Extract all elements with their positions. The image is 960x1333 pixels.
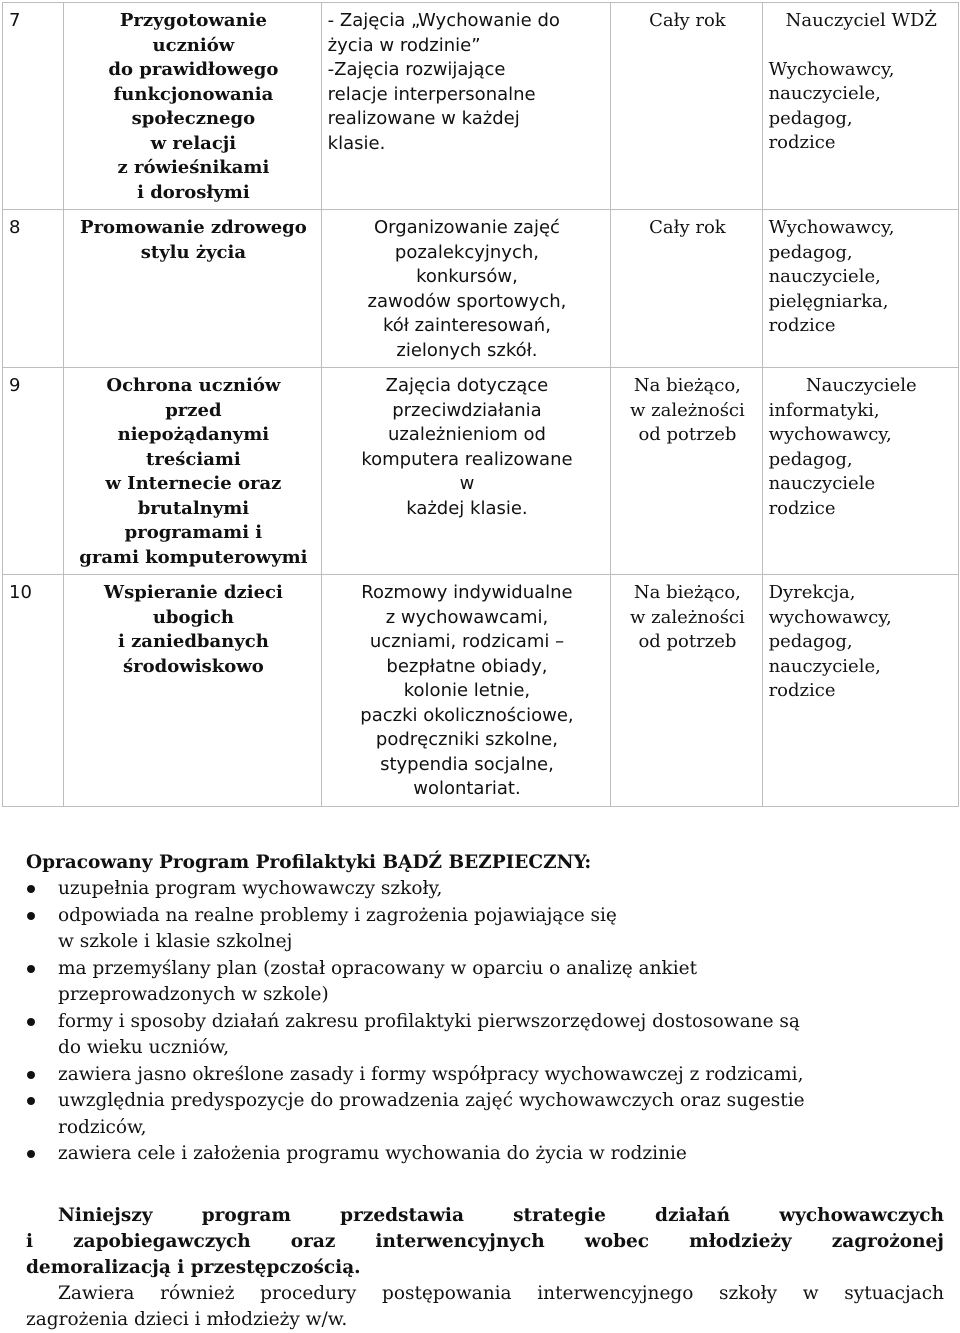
task-cell (64, 575, 322, 807)
forms-cell (321, 575, 611, 807)
responsible-line: wychowawcy, (768, 606, 892, 628)
forms-line: klasie. (327, 132, 386, 154)
responsible-line: rodzice (768, 315, 836, 336)
table-row (3, 368, 959, 575)
task-cell (64, 3, 322, 210)
bullet-line: zawiera cele i założenia programu wychowania do życia w rodzinie (58, 1143, 687, 1164)
summary-bullet (26, 1088, 944, 1141)
responsible-line: Nauczyciel WDŻ (785, 10, 937, 31)
bullet-line: uwzględnia predyspozycje do prowadzenia zajęć wychowawczych oraz sugestie (58, 1090, 805, 1111)
responsible-line: Nauczyciele (805, 375, 917, 396)
time-cell (611, 575, 762, 807)
task-line: Promowanie zdrowego (80, 217, 307, 238)
forms-line: konkursów, (416, 266, 518, 287)
time-cell (611, 368, 762, 575)
summary-bullet (26, 1141, 944, 1168)
forms-line: życia w rodzinie” (327, 34, 481, 56)
responsible-line: rodzice (768, 132, 836, 153)
forms-line: Organizowanie zajęć (373, 217, 560, 238)
responsible-line: nauczyciele, (768, 83, 881, 104)
table-row (3, 3, 959, 210)
summary-bullet (26, 1009, 944, 1062)
forms-line: zielonych szkół. (396, 339, 538, 361)
forms-line: -Zajęcia rozwijające (327, 59, 506, 80)
forms-line: stypendia socjalne, (380, 753, 554, 775)
responsible-heading (769, 9, 954, 34)
task-line: stylu życia (140, 241, 247, 263)
responsible-line: rodzice (768, 680, 836, 701)
forms-cell (321, 210, 611, 368)
summary-bullet-list (26, 876, 944, 1168)
task-line: środowiskowo (123, 655, 264, 677)
bullet-dot-icon (27, 1150, 35, 1158)
row-number: 8 (3, 210, 64, 368)
time-line: Cały rok (649, 217, 726, 238)
task-line: niepożądanymi (117, 424, 270, 445)
bullet-line: rodziców, (58, 1116, 147, 1138)
row-number: 10 (3, 575, 64, 807)
task-line: w Internecie oraz (105, 473, 282, 494)
bullet-dot-icon (27, 1097, 35, 1105)
forms-line: pozalekcyjnych, (394, 241, 539, 263)
program-conclusion (26, 1203, 944, 1333)
forms-line: uzależnieniom od (387, 424, 546, 445)
responsible-line: pedagog, (768, 448, 853, 470)
spacer (769, 34, 954, 58)
conclusion-bold-line: Niniejszy program przedstawia strategie działań wychowawczych (58, 1205, 944, 1226)
forms-line: komputera realizowane (361, 448, 573, 470)
forms-cell (321, 3, 611, 210)
bullet-dot-icon (27, 965, 35, 973)
forms-line: wolontariat. (413, 778, 521, 799)
time-line: Na bieżąco, (633, 582, 741, 603)
bullet-line: przeprowadzonych w szkole) (58, 984, 329, 1005)
forms-line: Zajęcia dotyczące (385, 375, 549, 396)
task-line: Ochrona uczniów (106, 375, 281, 396)
conclusion-line: zagrożenia dzieci i młodzieży w/w. (26, 1309, 348, 1330)
conclusion-bold-line: i zapobiegawczych oraz interwencyjnych wobec młodzieży zagrożonej (26, 1231, 944, 1252)
responsible-line: nauczyciele, (768, 655, 881, 677)
forms-line: paczki okolicznościowe, (360, 704, 574, 726)
forms-line: kolonie letnie, (403, 680, 531, 701)
table-row (3, 575, 959, 807)
responsible-cell (762, 368, 958, 575)
responsible-list (769, 58, 954, 156)
responsible-line: informatyki, (768, 399, 880, 421)
task-line: Wspieranie dzieci (103, 582, 283, 603)
conclusion-bold-line: demoralizacją i przestępczością. (26, 1257, 361, 1278)
forms-line: każdej klasie. (406, 497, 528, 519)
task-line: programami i (124, 522, 263, 543)
responsible-line: pedagog, (768, 241, 853, 263)
task-line: Przygotowanie (119, 10, 267, 31)
bullet-dot-icon (27, 1071, 35, 1079)
forms-cell (321, 368, 611, 575)
time-cell (611, 210, 762, 368)
bullet-line: zawiera jasno określone zasady i formy współpracy wychowawczej z rodzicami, (58, 1063, 804, 1085)
bullet-line: uzupełnia program wychowawczy szkoły, (58, 878, 443, 899)
forms-line: relacje interpersonalne (327, 83, 536, 105)
forms-line: przeciwdziałania (392, 399, 542, 421)
task-line: i zaniedbanych (117, 631, 269, 652)
task-line: uczniów (152, 34, 235, 56)
forms-line: w (459, 473, 475, 494)
summary-bullet (26, 876, 944, 903)
time-line: od potrzeb (638, 424, 737, 445)
forms-line: kół zainteresowań, (382, 315, 551, 336)
responsible-line: pedagog, (768, 107, 853, 129)
forms-line: z wychowawcami, (385, 606, 549, 628)
forms-line: - Zajęcia „Wychowanie do (327, 10, 560, 31)
responsible-line: nauczyciele, (768, 266, 881, 287)
task-line: do prawidłowego (108, 59, 279, 80)
responsible-line: nauczyciele (768, 473, 876, 494)
forms-line: bezpłatne obiady, (386, 655, 548, 677)
summary-bullet (26, 956, 944, 1009)
summary-bullet (26, 1062, 944, 1089)
bullet-dot-icon (27, 912, 35, 920)
bullet-line: formy i sposoby działań zakresu profilaktyki pierwszorzędowej dostosowane są (58, 1010, 800, 1032)
bullet-line: ma przemyślany plan (został opracowany w oparciu o analizę ankiet (58, 957, 697, 979)
responsible-cell (762, 3, 958, 210)
bullet-line: do wieku uczniów, (58, 1037, 230, 1058)
responsible-line: pielęgniarka, (768, 290, 889, 312)
summary-bullet (26, 903, 944, 956)
forms-line: Rozmowy indywidualne (361, 582, 573, 603)
forms-line: podręczniki szkolne, (375, 729, 558, 750)
time-line: od potrzeb (638, 631, 737, 652)
task-line: w relacji (150, 132, 237, 154)
conclusion-line: Zawiera również procedury postępowania interwencyjnego szkoły w sytuacjach (58, 1283, 944, 1304)
bullet-dot-icon (27, 1018, 35, 1026)
task-line: społecznego (131, 108, 256, 129)
task-cell (64, 368, 322, 575)
bullet-line: w szkole i klasie szkolnej (58, 931, 293, 952)
task-line: z rówieśnikami (117, 157, 270, 178)
time-line: Na bieżąco, (633, 375, 741, 396)
responsible-line: Wychowawcy, (768, 217, 895, 238)
time-line: w zależności (630, 399, 745, 421)
task-line: grami komputerowymi (79, 546, 308, 568)
task-line: i dorosłymi (137, 181, 250, 203)
responsible-cell (762, 575, 958, 807)
forms-line: zawodów sportowych, (367, 290, 567, 312)
task-line: funkcjonowania (113, 83, 274, 105)
time-line: w zależności (630, 606, 745, 628)
task-line: treściami (146, 448, 241, 470)
forms-line: realizowane w każdej (327, 108, 520, 129)
bullet-line: odpowiada na realne problemy i zagrożenia pojawiające się (58, 904, 617, 926)
row-number: 7 (3, 3, 64, 210)
responsible-line: pedagog, (768, 631, 853, 652)
responsible-line: Dyrekcja, (768, 582, 856, 603)
bullet-dot-icon (27, 885, 35, 893)
time-line: Cały rok (649, 10, 726, 31)
responsible-line: wychowawcy, (768, 424, 892, 445)
task-line: przed (165, 399, 222, 421)
responsible-line: Wychowawcy, (768, 58, 895, 80)
time-cell (611, 3, 762, 210)
responsible-cell (762, 210, 958, 368)
forms-line: uczniami, rodzicami – (369, 631, 565, 652)
conclusion-bold-paragraph (26, 1203, 944, 1281)
conclusion-paragraph (26, 1281, 944, 1333)
program-summary (26, 850, 944, 1168)
prevention-plan-table (2, 2, 959, 807)
row-number: 9 (3, 368, 64, 575)
table-row (3, 210, 959, 368)
task-line: ubogich (152, 606, 234, 628)
task-cell (64, 210, 322, 368)
summary-title: Opracowany Program Profilaktyki BĄDŹ BEZPIECZNY: (26, 852, 592, 873)
task-line: brutalnymi (137, 497, 250, 519)
responsible-line: rodzice (768, 497, 836, 519)
